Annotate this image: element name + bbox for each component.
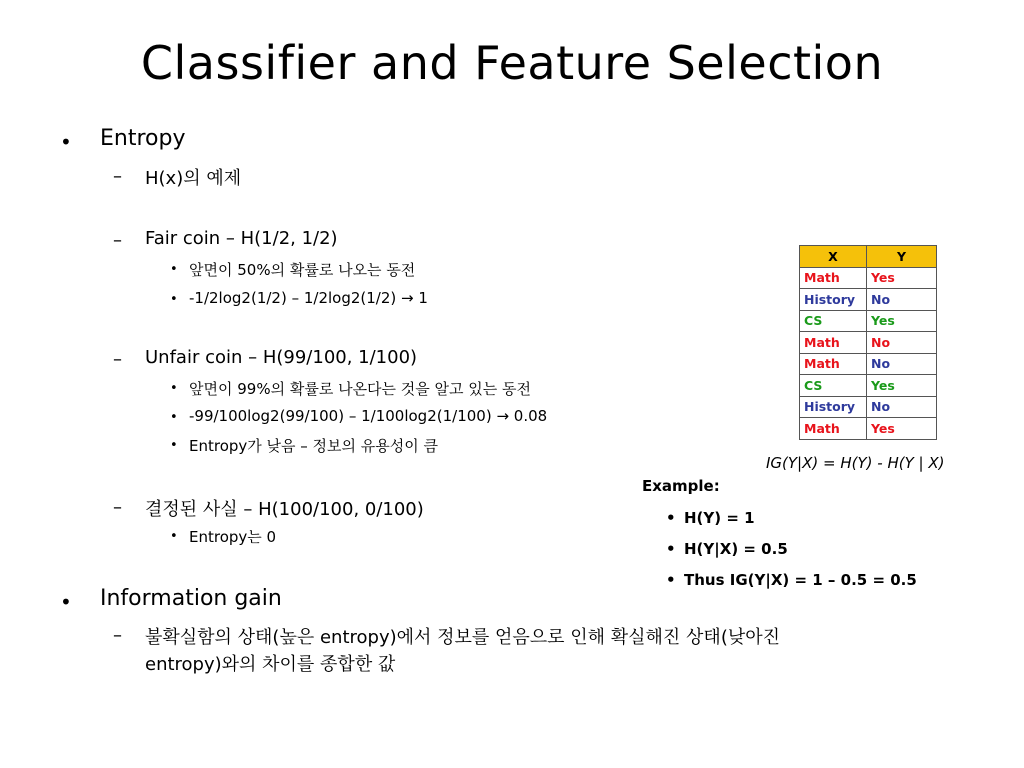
example-item (666, 509, 755, 527)
bullet-l3: • (170, 262, 178, 277)
bullet-l3: • (170, 529, 178, 544)
example-heading: H(x)의 예제 (145, 168, 242, 189)
table-cell-y: Yes (867, 267, 937, 289)
example-title: Example: (642, 477, 720, 495)
fair-coin-item: 앞면이 50%의 확률로 나오는 동전 (189, 261, 416, 279)
table-cell-y: No (867, 396, 937, 418)
example-item-text: Thus IG(Y|X) = 1 – 0.5 = 0.5 (684, 571, 917, 589)
entropy-heading: Entropy (100, 126, 186, 151)
bullet-l2: – (113, 230, 122, 251)
example-item (666, 540, 788, 558)
table-cell-y: Yes (867, 418, 937, 440)
table-cell-x: History (800, 396, 867, 418)
bullet-dot: • (666, 509, 676, 527)
table-cell-x: Math (800, 353, 867, 375)
fair-coin-label: Fair coin – H(1/2, 1/2) (145, 228, 338, 249)
table-row (800, 353, 937, 375)
unfair-coin-label: Unfair coin – H(99/100, 1/100) (145, 347, 418, 368)
table-cell-y: No (867, 353, 937, 375)
slide-title: Classifier and Feature Selection (140, 36, 884, 90)
table-cell-x: CS (800, 310, 867, 332)
table-cell-y: No (867, 289, 937, 311)
bullet-l2: – (113, 625, 122, 646)
bullet-l2: – (113, 349, 122, 370)
table-row (800, 396, 937, 418)
table-cell-x: History (800, 289, 867, 311)
table-row (800, 310, 937, 332)
info-gain-heading: Information gain (100, 586, 282, 611)
info-gain-desc-line2: entropy)와의 차이를 종합한 값 (145, 654, 396, 675)
bullet-l3: • (170, 438, 178, 453)
bullet-l3: • (170, 410, 178, 425)
table-header-y: Y (867, 246, 937, 268)
table-cell-y: Yes (867, 310, 937, 332)
table-row (800, 418, 937, 440)
example-item-text: H(Y|X) = 0.5 (684, 540, 788, 558)
bullet-dot: • (666, 540, 676, 558)
certain-fact-item: Entropy는 0 (189, 528, 277, 546)
certain-fact-label: 결정된 사실 – H(100/100, 0/100) (145, 499, 424, 520)
table-cell-x: Math (800, 332, 867, 354)
table-row (800, 332, 937, 354)
example-item-text: H(Y) = 1 (684, 509, 755, 527)
table-header-x: X (800, 246, 867, 268)
info-gain-desc-line1: 불확실함의 상태(높은 entropy)에서 정보를 얻음으로 인해 확실해진 상태(낮아진 (145, 627, 781, 648)
bullet-l3: • (170, 381, 178, 396)
table-row (800, 375, 937, 397)
bullet-l3: • (170, 292, 178, 307)
table-header-row (800, 246, 937, 268)
unfair-coin-item: -99/100log2(99/100) – 1/100log2(1/100) → 0.08 (189, 407, 548, 425)
unfair-coin-item: 앞면이 99%의 확률로 나온다는 것을 알고 있는 동전 (189, 380, 532, 398)
information-gain-formula: IG(Y|X) = H(Y) - H(Y | X) (766, 454, 945, 472)
table-cell-x: Math (800, 267, 867, 289)
fair-coin-item: -1/2log2(1/2) – 1/2log2(1/2) → 1 (189, 289, 428, 307)
unfair-coin-item: Entropy가 낮음 – 정보의 유용성이 큼 (189, 437, 439, 455)
bullet-dot: • (666, 571, 676, 589)
table-row (800, 267, 937, 289)
table-cell-x: Math (800, 418, 867, 440)
bullet-l1: • (60, 130, 72, 154)
table-cell-x: CS (800, 375, 867, 397)
table-cell-y: No (867, 332, 937, 354)
bullet-l1: • (60, 590, 72, 614)
bullet-l2: – (113, 497, 122, 518)
table-cell-y: Yes (867, 375, 937, 397)
bullet-l2: – (113, 166, 122, 187)
table-row (800, 289, 937, 311)
example-item (666, 571, 917, 589)
xy-data-table (799, 245, 937, 440)
